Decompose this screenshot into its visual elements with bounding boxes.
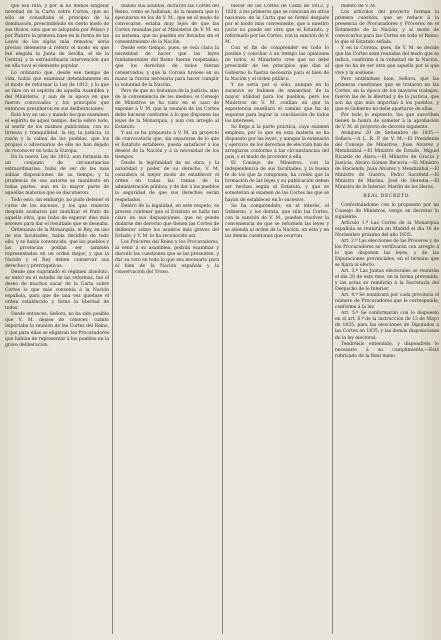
- paragraph: Desde la legitimidad de su obra, y la autoridad y poder de su derecho, V. M. considera el mejor modo de establecer el orden en todas las ramas de la administración pública, y de dar á los pueblos la seguridad de que sus derechos serán respetados.: [115, 161, 219, 203]
- paragraph: Los artículos del proyecto forman la primera cuestión, que se reduce á la presencia de Procuradores y Próceres en el Estamento de la Nación, y al modo de convocarlos para las Cortes en todo el Reino; lo que el Estatuto señala.: [335, 10, 439, 46]
- paragraph: mando sus asuntos, dictaron las Cortes del Reino, como se hallaban, de la manera que lo ejecutaron en los de V. M., que en el modo de convocarse, estaba muy lejos de que las Cortes reunidas por el Ministerio de V. M. en su sistema, que no pueden ser llevadas sin el consentimiento de la Nación.: [115, 4, 219, 46]
- paragraph: Tendréislo entendido, y dispondréis lo necesario á su cumplimiento.—Está rubricado de la Real mano.: [335, 341, 439, 359]
- paragraph: Los Próceres del Reino y los Procuradores, al venir á su asamblea, podrán examinar y discutir las cuestiones que se les presenten, y dar su voto en todo lo que sea necesario para el bien de la Nación española y la conservación del Trono.: [115, 239, 219, 276]
- text-column-1: [5, 4, 109, 636]
- paragraph: Por todo lo expuesto, los que suscriben tienen la honra de someter á la aprobación de V. M. el proyecto de decreto siguiente.: [335, 112, 439, 130]
- paragraph: miento de V. M.: [341, 4, 377, 9]
- article: Art. 4.º Se nombrará por cada provincia el número de Procuradores que le corresponde, conforme á la ley.: [335, 293, 439, 311]
- paragraph: El Consejo de Ministros, con la independencia de sus facultades, y la buena fe de los que la componen, ha creído que la formación de las leyes y su publicación deben ser hechas según el Estatuto, y que se someterán al examen de las Cortes las que se hayan de establecer en lo sucesivo.: [225, 161, 329, 203]
- paragraph: Pero entiéndase bien, Señora, que las primeras cuestiones que se trataron en las Cortes, en la época de los mayores trabajos, fueron las de la libertad y de la justicia, que son las que más importan á los pueblos; y que el Gobierno no debe apartarse de ellas.: [335, 76, 439, 112]
- paragraph: En la nueva Ley de 1812, aun formada de un conjunto de circunstancias extraordinarias, hubo de ser de las más sabias disposiciones de su tiempo; y la prudencia de sus autores se manifestó en todas partes, aun en la mayor parte de aquellas materias que se discutieron.: [5, 155, 109, 197]
- paragraph: Y en la Corona, pues, de V. M. se decide que las Cortes sean reunidas del modo que se indica, conforme á la voluntad de la Nación, que no ha de ser otra que aquella por la que vive y la sostiene.: [335, 46, 439, 76]
- paragraph: Desde que suprimido el régimen absoluto, se entró en el estudio de las reformas, fué el deseo de muchos sacar de la Carta sobre Cortes lo que más convenía á la Nación española, para que de una vez quedase el orden establecido y firme la libertad de todos.: [5, 270, 109, 312]
- text-column-3: [225, 4, 329, 636]
- section-heading: REAL DECRETO.: [363, 194, 411, 200]
- column-divider: [222, 6, 223, 634]
- column-divider: [112, 6, 113, 634]
- article: Art. 2.º Las elecciones de las Próceres y de los Procuradores se verificarán con arreglo á lo que disponen las leyes, y de las Diputaciones provinciales, en el término que se fijará al efecto.: [335, 238, 439, 268]
- paragraph: que esa ruta, y por la no menos singular novedad de la Carta sobre Cortes, que no sólo se consultaba el principio de la dominación, prescindiendo en cierto modo de sus títulos, sino que se adoptaba por Pelayo y por Pizarro la primera base en la forma de las Leyes de los siglos más remotos; sería preciso detenerse á referir el modo en que fué elegida la Junta de Sevilla, el de la Central, y la extraordinaria intervención que en ella tuvo el elemento popular.: [5, 4, 109, 70]
- paragraph: blecer de las Cortes de Cádiz de 1812, y 1820, á los primeros que se conocían en otras naciones; de la Carta que se formó después por el modo más conveniente, que á nuestro juicio no puede ser otro que el Estatuto, y reformado por las Cortes, con la sanción de V. M.: [225, 4, 329, 46]
- paragraph: Con el fin de comprender en todo lo posible y conciliar á un tiempo las opiniones de todos, el Ministerio cree que no debe prescindir de los principios que dan al Gobierno la fuerza necesaria para el bien de la Nación y el orden público.: [225, 46, 329, 82]
- signatures: Aranjuez 29 de Setiembre de 1835.—Señora.—A L. R. P. de V. M.—El Presidente del Consejo de Ministros, Juan Álvarez y Mendizábal.—El Ministro de Estado, Miguel Ricardo de Álava.—El Ministro de Gracia y Justicia, Álvaro Gómez Becerra.—El Ministro de Hacienda, Juan Álvarez y Mendizábal.—El Ministro de Guerra, Pedro Sarsfield.—El Ministro de Marina, José de Heredia.—El Ministro de lo Interior, Martín de los Heros.: [335, 130, 439, 191]
- paragraph: Desde este tiempo, pues, se veía clara la necesidad de hacer que las leyes fundamentales del Reino fueran respetadas, que los derechos de todos fueran conservados, y que la Corona tuviese en su mano la fuerza necesaria para hacer cumplir la voluntad de la Nación.: [115, 46, 219, 88]
- paragraph: Desde entonces, Señora, no ha sido posible que V. M. dejase de conocer, cuánto importaba la reunión de las Cortes del Reino, y que para ellas se eligieran los Procuradores que habían de representar á los pueblos en la grave deliberación.: [5, 312, 109, 348]
- paragraph: Todo esto, sin embargo, no pudo detener el curso de los sucesos, y los que vinieron después acabaron por inutilizar el fruto de aquella obra, que hubo de esperar días más serenos para dar el resultado que se deseaba.: [5, 197, 109, 227]
- paragraph: Dentro de la legalidad, en este respeto, es preciso confesar que el Estatuto se halla tan claro en sus disposiciones, que no puede dudarse del derecho que tienen las Cortes de deliberar sobre los asuntos más graves del Estado; y V. M. lo ha reconocido así.: [115, 203, 219, 239]
- article: Art. 3.º Las Juntas electorales se reunirán el día 20 de este mes, en la forma prevenida, y las actas se remitirán á la Secretaría del Despacho de lo Interior.: [335, 269, 439, 293]
- paragraph: Pero de que no tratamos de la justicia, sino de la conveniencia de los medios, el Consejo de Ministros se ha visto en el caso de exponer á V. M. que la reunión de las Cortes debe hacerse conforme á lo que disponen las leyes de la Monarquía, y aun con arreglo al Estatuto.: [115, 88, 219, 130]
- article: Art. 5.º Se conformarán con lo dispuesto en el art. 6.º de la instrucción de 13 de Mayo de 1835, para las elecciones de Diputados á las Cortes en 1835, y las demás disposiciones de la ley electoral.: [335, 311, 439, 341]
- paragraph: Está hoy en uso y mando los que examinen el espíritu de aquel tiempo, decía sobre todo, al sentir de los mismos publicistas, con su firmeza y tranquilidad, la ley, la justicia, la razón y la calma de los pueblos, que los propios ó adversarios de ello no han dejado de reconocer en toda la Europa.: [5, 112, 109, 155]
- paragraph: Lo ordinario que, desde ese tiempo de vida, había que examinar detenidamente en el modo de reformar la Ley de 1812, y lo que se hizo en el espíritu de aquella Asamblea y del Ministerio, y aun de la época en que fueron convocados y los principios que entonces presidieron en sus deliberaciones.: [5, 70, 109, 112]
- text-column-2: [115, 4, 219, 636]
- paragraph: Ordenanza de la Monarquía, el Rey, en uso de sus facultades, había decidido de todo ello, y se había convencido, que los pueblos y las provincias podían ser también representados en un orden mejor; y que la Nación y el Rey deben conservar sus derechos y prerrogativas.: [5, 227, 109, 270]
- column-divider: [332, 6, 333, 634]
- paragraph: Conformándome con lo propuesto por mi Consejo de Ministros, vengo en decretar lo siguiente:: [335, 202, 439, 220]
- article: Artículo 1.º Las Cortes de la Monarquía española se reunirán en Madrid el día 16 de Noviembre próximo del año 1835.: [335, 220, 439, 238]
- paragraph: Y no sería por sí sólo, aunque en lo sucesivo se hubiese de ensanchar, de la mayor utilidad para los pueblos; pero los Ministros de V. M. confían en que la experiencia enseñará el camino que ha de seguirse para lograr la conciliación de todos los intereses.: [225, 82, 329, 124]
- text-column-4: [335, 4, 439, 636]
- paragraph: Se ha comprendido, en el interés, el Gobierno, y los demás, que sólo las Cortes, con la sanción de V. M., pueden resolver la conveniencia de que se reformen las leyes y se atienda al orden de la Nación, en esta y en las demás cuestiones que ocurran.: [225, 203, 329, 239]
- paragraph: Y así se ha propuesto á V. M. un proyecto de convocatoria que, sin separarse de lo que el Estatuto establece, pueda satisfacer á los deseos de la Nación y á la necesidad de los tiempos.: [115, 130, 219, 161]
- paragraph: Se llega á la parte práctica, cuyo examen empieza, por lo que en esta materia se ha dispuesto por las leyes, y aunque la extensión y ejercicio de los derechos de elección han de arreglarse conforme á las circunstancias del país, y el modo de proceder á ella.: [225, 124, 329, 161]
